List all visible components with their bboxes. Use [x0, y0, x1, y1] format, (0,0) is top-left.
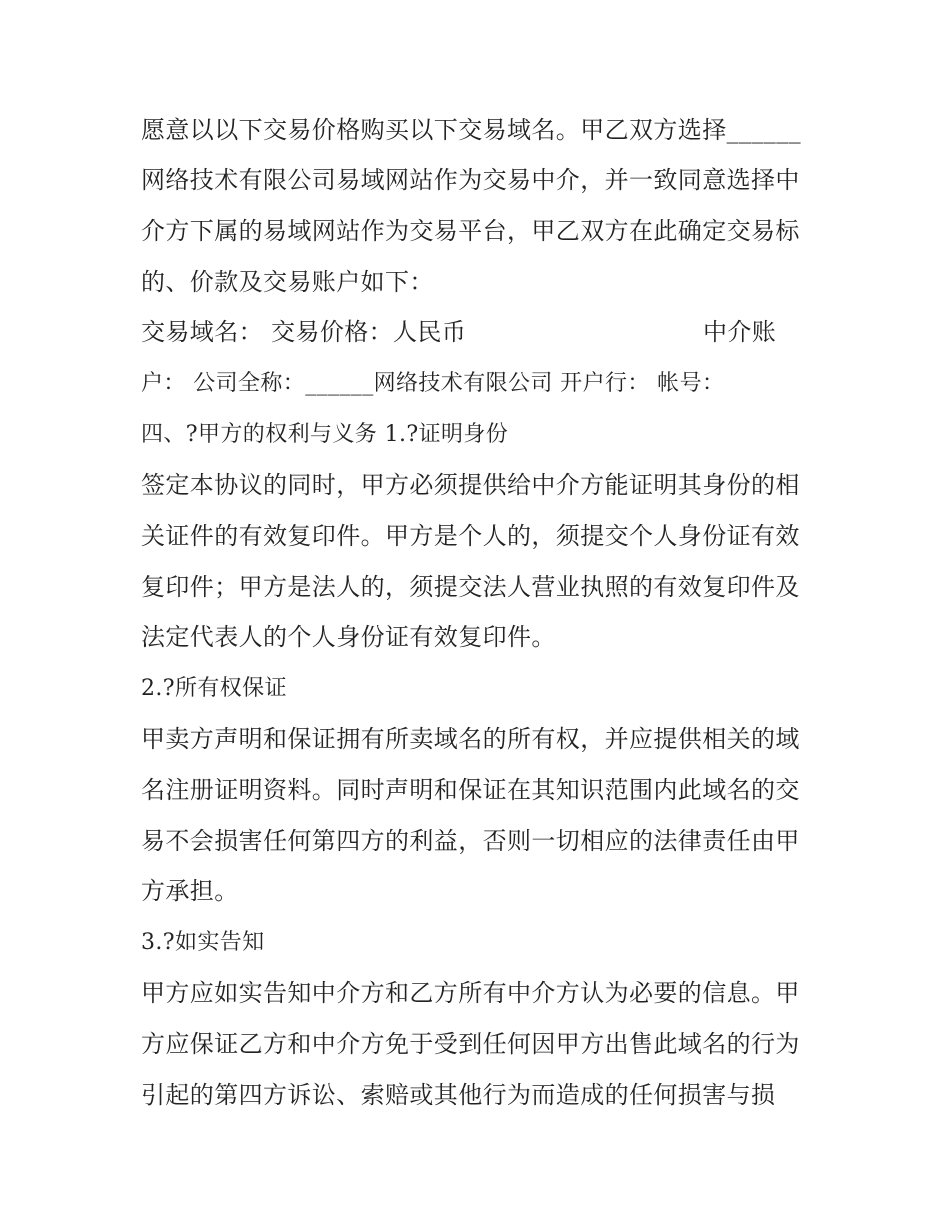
paragraph-line: 方承担。 — [141, 877, 239, 905]
paragraph-line: 关证件的有效复印件。甲方是个人的，须提交个人身份证有效 — [141, 522, 800, 550]
paragraph-line: 介方下属的易域网站作为交易平台，甲乙双方在此确定交易标 — [141, 217, 800, 245]
paragraph-line: 户： 公司全称：______网络技术有限公司 开户行： 帐号： — [141, 371, 725, 396]
paragraph-line: 复印件；甲方是法人的，须提交法人营业执照的有效复印件及 — [141, 573, 800, 601]
paragraph-line: 名注册证明资料。同时声明和保证在其知识范围内此域名的交 — [141, 776, 800, 804]
paragraph-line: 网络技术有限公司易域网站作为交易中介，并一致同意选择中 — [141, 166, 800, 194]
paragraph-line: 签定本协议的同时，甲方必须提供给中介方能证明其身份的相 — [141, 471, 800, 499]
section-heading: 四、?甲方的权利与义务 1.?证明身份 — [141, 422, 509, 447]
paragraph-line: 引起的第四方诉讼、索赔或其他行为而造成的任何损害与损 — [141, 1081, 776, 1109]
paragraph-line: 交易域名： 交易价格：人民币 — [141, 318, 467, 346]
paragraph-line: 愿意以以下交易价格购买以下交易域名。甲乙双方选择______ — [141, 116, 801, 144]
intermediary-account-label: 中介账 — [703, 318, 777, 346]
paragraph-line: 易不会损害任何第四方的利益，否则一切相应的法律责任由甲 — [141, 827, 800, 855]
subsection-heading: 2.?所有权保证 — [141, 676, 287, 701]
paragraph-line: 的、价款及交易账户如下： — [141, 268, 434, 296]
paragraph-line: 甲方应如实告知中介方和乙方所有中介方认为必要的信息。甲 — [141, 979, 800, 1007]
paragraph-line: 法定代表人的个人身份证有效复印件。 — [141, 623, 556, 651]
paragraph-line: 甲卖方声明和保证拥有所卖域名的所有权，并应提供相关的域 — [141, 725, 800, 753]
paragraph-line: 方应保证乙方和中介方免于受到任何因甲方出售此域名的行为 — [141, 1030, 800, 1058]
subsection-heading: 3.?如实告知 — [141, 930, 265, 955]
